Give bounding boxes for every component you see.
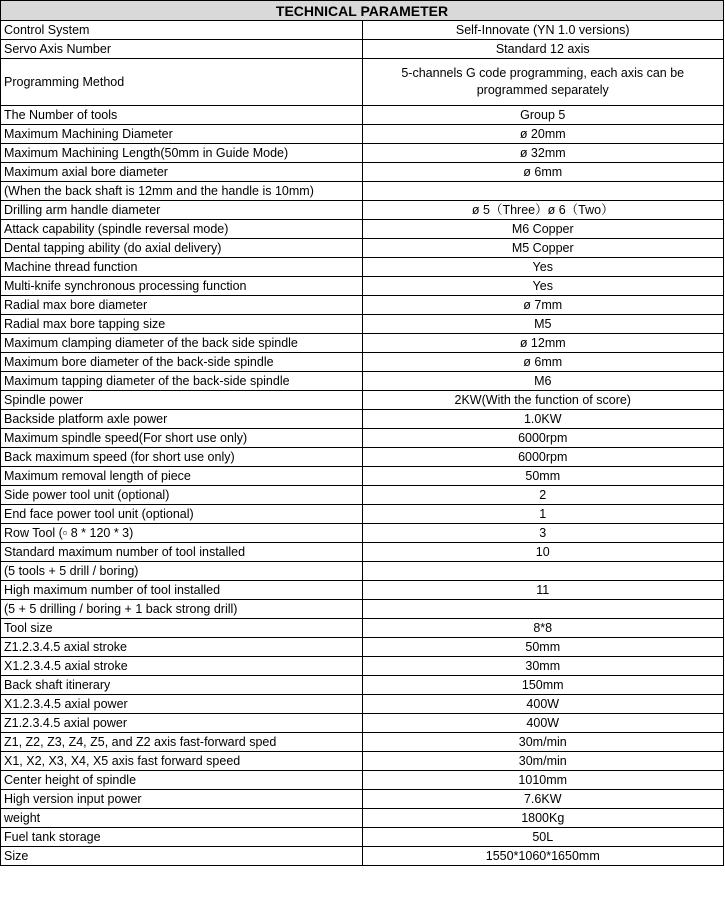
parameter-label: Z1, Z2, Z3, Z4, Z5, and Z2 axis fast-forward sped — [1, 733, 363, 752]
table-row — [1, 657, 724, 676]
parameter-value: 400W — [362, 695, 724, 714]
table-row — [1, 714, 724, 733]
parameter-value: 1010mm — [362, 771, 724, 790]
parameter-value: M6 Copper — [362, 220, 724, 239]
parameter-value: 3 — [362, 524, 724, 543]
table-row — [1, 524, 724, 543]
parameter-value: 6000rpm — [362, 429, 724, 448]
parameter-value: 30m/min — [362, 752, 724, 771]
parameter-label: Maximum removal length of piece — [1, 467, 363, 486]
parameter-label: Maximum bore diameter of the back-side spindle — [1, 353, 363, 372]
table-row — [1, 828, 724, 847]
parameter-label: Maximum clamping diameter of the back side spindle — [1, 334, 363, 353]
parameter-label: X1.2.3.4.5 axial power — [1, 695, 363, 714]
parameter-label: Maximum axial bore diameter — [1, 163, 363, 182]
table-row — [1, 695, 724, 714]
table-row — [1, 21, 724, 40]
parameter-label: Tool size — [1, 619, 363, 638]
parameter-label: Standard maximum number of tool installed — [1, 543, 363, 562]
parameter-value: Self-Innovate (YN 1.0 versions) — [362, 21, 724, 40]
table-row — [1, 220, 724, 239]
parameter-value: 1800Kg — [362, 809, 724, 828]
parameter-value: 6000rpm — [362, 448, 724, 467]
parameter-value: 8*8 — [362, 619, 724, 638]
table-row — [1, 809, 724, 828]
table-row — [1, 467, 724, 486]
parameter-label: (5 tools + 5 drill / boring) — [1, 562, 363, 581]
parameter-value: 5-channels G code programming, each axis can be programmed separately — [362, 59, 724, 106]
parameter-value: 1 — [362, 505, 724, 524]
parameter-label: Attack capability (spindle reversal mode) — [1, 220, 363, 239]
table-row — [1, 277, 724, 296]
table-row — [1, 410, 724, 429]
parameter-value: M5 Copper — [362, 239, 724, 258]
parameter-label: End face power tool unit (optional) — [1, 505, 363, 524]
parameter-value: 2KW(With the function of score) — [362, 391, 724, 410]
parameter-label: Spindle power — [1, 391, 363, 410]
parameter-label: Z1.2.3.4.5 axial power — [1, 714, 363, 733]
parameter-value — [362, 562, 724, 581]
parameter-label: (5 + 5 drilling / boring + 1 back strong drill) — [1, 600, 363, 619]
table-title: TECHNICAL PARAMETER — [1, 1, 724, 21]
parameter-label: High maximum number of tool installed — [1, 581, 363, 600]
table-row — [1, 752, 724, 771]
table-row — [1, 486, 724, 505]
table-row — [1, 619, 724, 638]
parameter-label: Center height of spindle — [1, 771, 363, 790]
table-row — [1, 125, 724, 144]
table-row — [1, 543, 724, 562]
parameter-label: Dental tapping ability (do axial delivery) — [1, 239, 363, 258]
parameter-label: Machine thread function — [1, 258, 363, 277]
table-row — [1, 790, 724, 809]
table-row — [1, 372, 724, 391]
table-row — [1, 505, 724, 524]
parameter-value: M5 — [362, 315, 724, 334]
table-row — [1, 144, 724, 163]
parameter-label: Back shaft itinerary — [1, 676, 363, 695]
parameter-value: 50L — [362, 828, 724, 847]
table-row — [1, 296, 724, 315]
parameter-value: ø 6mm — [362, 163, 724, 182]
parameter-label: X1.2.3.4.5 axial stroke — [1, 657, 363, 676]
parameter-value: ø 6mm — [362, 353, 724, 372]
parameter-label: Maximum spindle speed(For short use only) — [1, 429, 363, 448]
parameter-value: ø 32mm — [362, 144, 724, 163]
parameter-value: 10 — [362, 543, 724, 562]
parameter-label: High version input power — [1, 790, 363, 809]
parameter-value: 7.6KW — [362, 790, 724, 809]
table-row — [1, 106, 724, 125]
parameter-value: 1550*1060*1650mm — [362, 847, 724, 866]
table-row — [1, 771, 724, 790]
parameter-value: 30mm — [362, 657, 724, 676]
parameter-value: 400W — [362, 714, 724, 733]
parameter-label: (When the back shaft is 12mm and the handle is 10mm) — [1, 182, 363, 201]
parameter-label: The Number of tools — [1, 106, 363, 125]
parameter-value: 11 — [362, 581, 724, 600]
parameter-value: Group 5 — [362, 106, 724, 125]
parameter-label: Z1.2.3.4.5 axial stroke — [1, 638, 363, 657]
table-row — [1, 201, 724, 220]
parameter-label: Control System — [1, 21, 363, 40]
parameter-value: Standard 12 axis — [362, 40, 724, 59]
parameter-label: weight — [1, 809, 363, 828]
parameter-value: 1.0KW — [362, 410, 724, 429]
table-row — [1, 334, 724, 353]
table-row — [1, 638, 724, 657]
parameter-label: Servo Axis Number — [1, 40, 363, 59]
table-row — [1, 163, 724, 182]
parameter-value: 50mm — [362, 467, 724, 486]
parameter-label: Radial max bore tapping size — [1, 315, 363, 334]
parameter-value: M6 — [362, 372, 724, 391]
parameter-label: Back maximum speed (for short use only) — [1, 448, 363, 467]
table-title-row — [1, 1, 724, 21]
table-row — [1, 353, 724, 372]
parameter-label: Maximum tapping diameter of the back-side spindle — [1, 372, 363, 391]
table-row — [1, 448, 724, 467]
parameter-value: ø 12mm — [362, 334, 724, 353]
parameter-label: Backside platform axle power — [1, 410, 363, 429]
parameter-label: Side power tool unit (optional) — [1, 486, 363, 505]
table-row — [1, 600, 724, 619]
table-row — [1, 239, 724, 258]
table-row — [1, 258, 724, 277]
parameter-value: Yes — [362, 258, 724, 277]
parameter-table-body — [1, 1, 724, 866]
parameter-value: ø 20mm — [362, 125, 724, 144]
table-row — [1, 315, 724, 334]
table-row — [1, 40, 724, 59]
parameter-value — [362, 182, 724, 201]
parameter-label: Programming Method — [1, 59, 363, 106]
table-row — [1, 676, 724, 695]
parameter-value: 2 — [362, 486, 724, 505]
table-row — [1, 733, 724, 752]
parameter-label: Size — [1, 847, 363, 866]
table-row — [1, 562, 724, 581]
parameter-value: 150mm — [362, 676, 724, 695]
parameter-value: ø 5（Three）ø 6（Two） — [362, 201, 724, 220]
parameter-label: Maximum Machining Diameter — [1, 125, 363, 144]
table-row — [1, 59, 724, 106]
parameter-label: Radial max bore diameter — [1, 296, 363, 315]
parameter-label: Fuel tank storage — [1, 828, 363, 847]
table-row — [1, 581, 724, 600]
parameter-label: Multi-knife synchronous processing function — [1, 277, 363, 296]
table-row — [1, 182, 724, 201]
parameter-label: Row Tool (▫ 8 * 120 * 3) — [1, 524, 363, 543]
parameter-label: X1, X2, X3, X4, X5 axis fast forward speed — [1, 752, 363, 771]
parameter-value: 50mm — [362, 638, 724, 657]
table-row — [1, 391, 724, 410]
parameter-value: Yes — [362, 277, 724, 296]
parameter-value: 30m/min — [362, 733, 724, 752]
parameter-label: Drilling arm handle diameter — [1, 201, 363, 220]
parameter-value: ø 7mm — [362, 296, 724, 315]
parameter-label: Maximum Machining Length(50mm in Guide Mode) — [1, 144, 363, 163]
parameter-value — [362, 600, 724, 619]
table-row — [1, 429, 724, 448]
table-row — [1, 847, 724, 866]
